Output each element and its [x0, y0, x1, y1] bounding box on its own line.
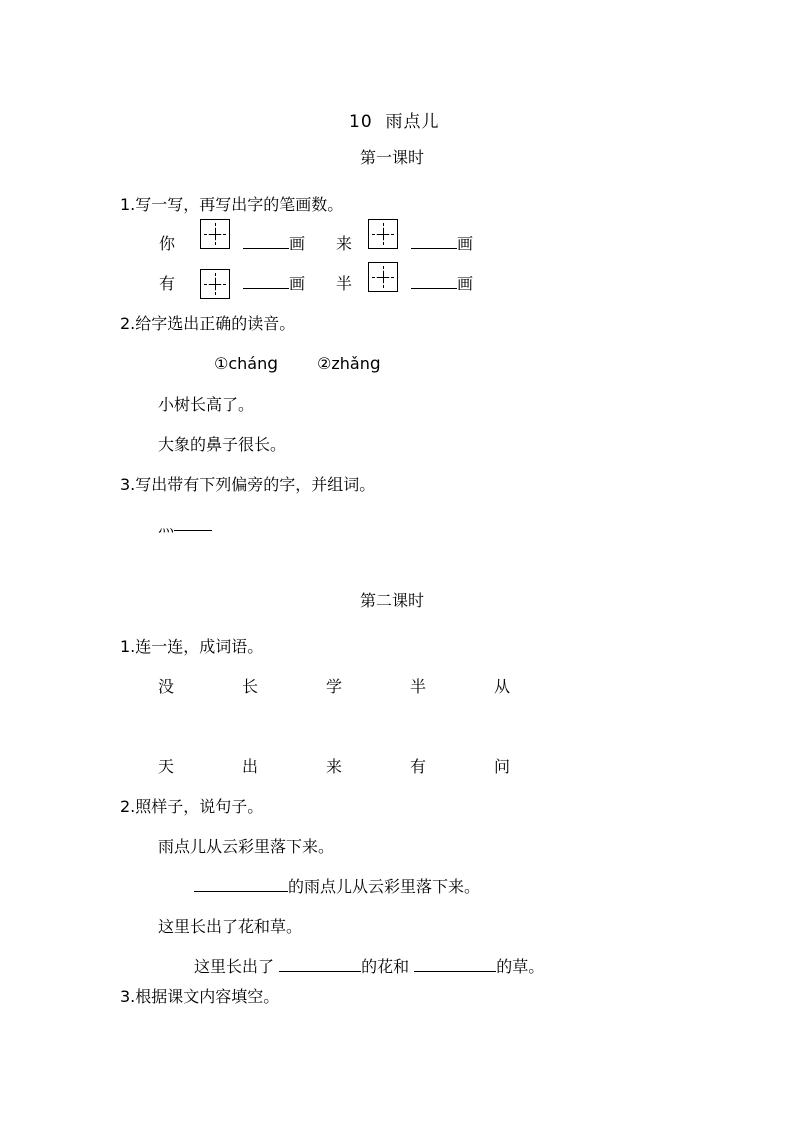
stroke-unit: 画: [289, 234, 306, 253]
stroke-count-blank[interactable]: [411, 234, 473, 254]
p2-q1-prompt: 1.连一连，成词语。: [120, 637, 264, 656]
stroke-unit: 画: [457, 274, 474, 293]
lesson-number: 10: [349, 112, 373, 132]
radical-blank[interactable]: [158, 516, 212, 536]
match-top-1[interactable]: 没: [158, 677, 175, 696]
p1-q1-prompt: 1.写一写，再写出字的笔画数。: [120, 195, 344, 214]
match-bottom-1[interactable]: 天: [158, 757, 175, 776]
example-sentence-2: 这里长出了花和草。: [158, 917, 303, 936]
match-bottom-5[interactable]: 问: [494, 757, 511, 776]
period2-heading: 第二课时: [360, 591, 425, 610]
match-top-4[interactable]: 半: [410, 677, 427, 696]
fill-sentence-2[interactable]: 这里长出了 的花和 的草。: [194, 957, 545, 976]
writing-grid-box[interactable]: [200, 219, 230, 249]
lesson-title: [349, 112, 439, 132]
match-bottom-3[interactable]: 来: [326, 757, 343, 776]
stroke-unit: 画: [289, 274, 306, 293]
stroke-unit: 画: [457, 234, 474, 253]
fill-sentence-1[interactable]: 的雨点儿从云彩里落下来。: [194, 877, 480, 897]
char-you: 有: [159, 274, 176, 293]
pinyin-option-2[interactable]: ②zhǎng: [317, 354, 381, 374]
period1-heading: 第一课时: [360, 148, 425, 167]
writing-grid-box[interactable]: [200, 269, 230, 299]
stroke-count-blank[interactable]: [411, 274, 473, 294]
match-top-5[interactable]: 从: [494, 677, 511, 696]
stroke-count-blank[interactable]: [243, 234, 305, 254]
match-bottom-4[interactable]: 有: [410, 757, 427, 776]
char-ni: 你: [159, 234, 176, 253]
pinyin-option-1[interactable]: ①cháng: [214, 354, 279, 374]
match-top-3[interactable]: 学: [326, 677, 343, 696]
sentence-2: 大象的鼻子很长。: [158, 435, 287, 454]
match-bottom-2[interactable]: 出: [242, 757, 259, 776]
writing-grid-box[interactable]: [368, 219, 398, 249]
p2-q2-prompt: 2.照样子，说句子。: [120, 797, 264, 816]
char-lai: 来: [336, 234, 353, 253]
match-top-2[interactable]: 长: [242, 677, 259, 696]
p2-q3-prompt: 3.根据课文内容填空。: [120, 987, 280, 1006]
stroke-count-blank[interactable]: [243, 274, 305, 294]
p1-q2-prompt: 2.给字选出正确的读音。: [120, 314, 296, 333]
sentence-1: 小树长高了。: [158, 395, 255, 414]
example-sentence-1: 雨点儿从云彩里落下来。: [158, 837, 335, 856]
radical-huo: 灬: [158, 516, 175, 535]
lesson-name: 雨点儿: [385, 112, 440, 132]
char-ban: 半: [336, 274, 353, 293]
writing-grid-box[interactable]: [368, 262, 398, 292]
p1-q3-prompt: 3.写出带有下列偏旁的字，并组词。: [120, 475, 376, 494]
